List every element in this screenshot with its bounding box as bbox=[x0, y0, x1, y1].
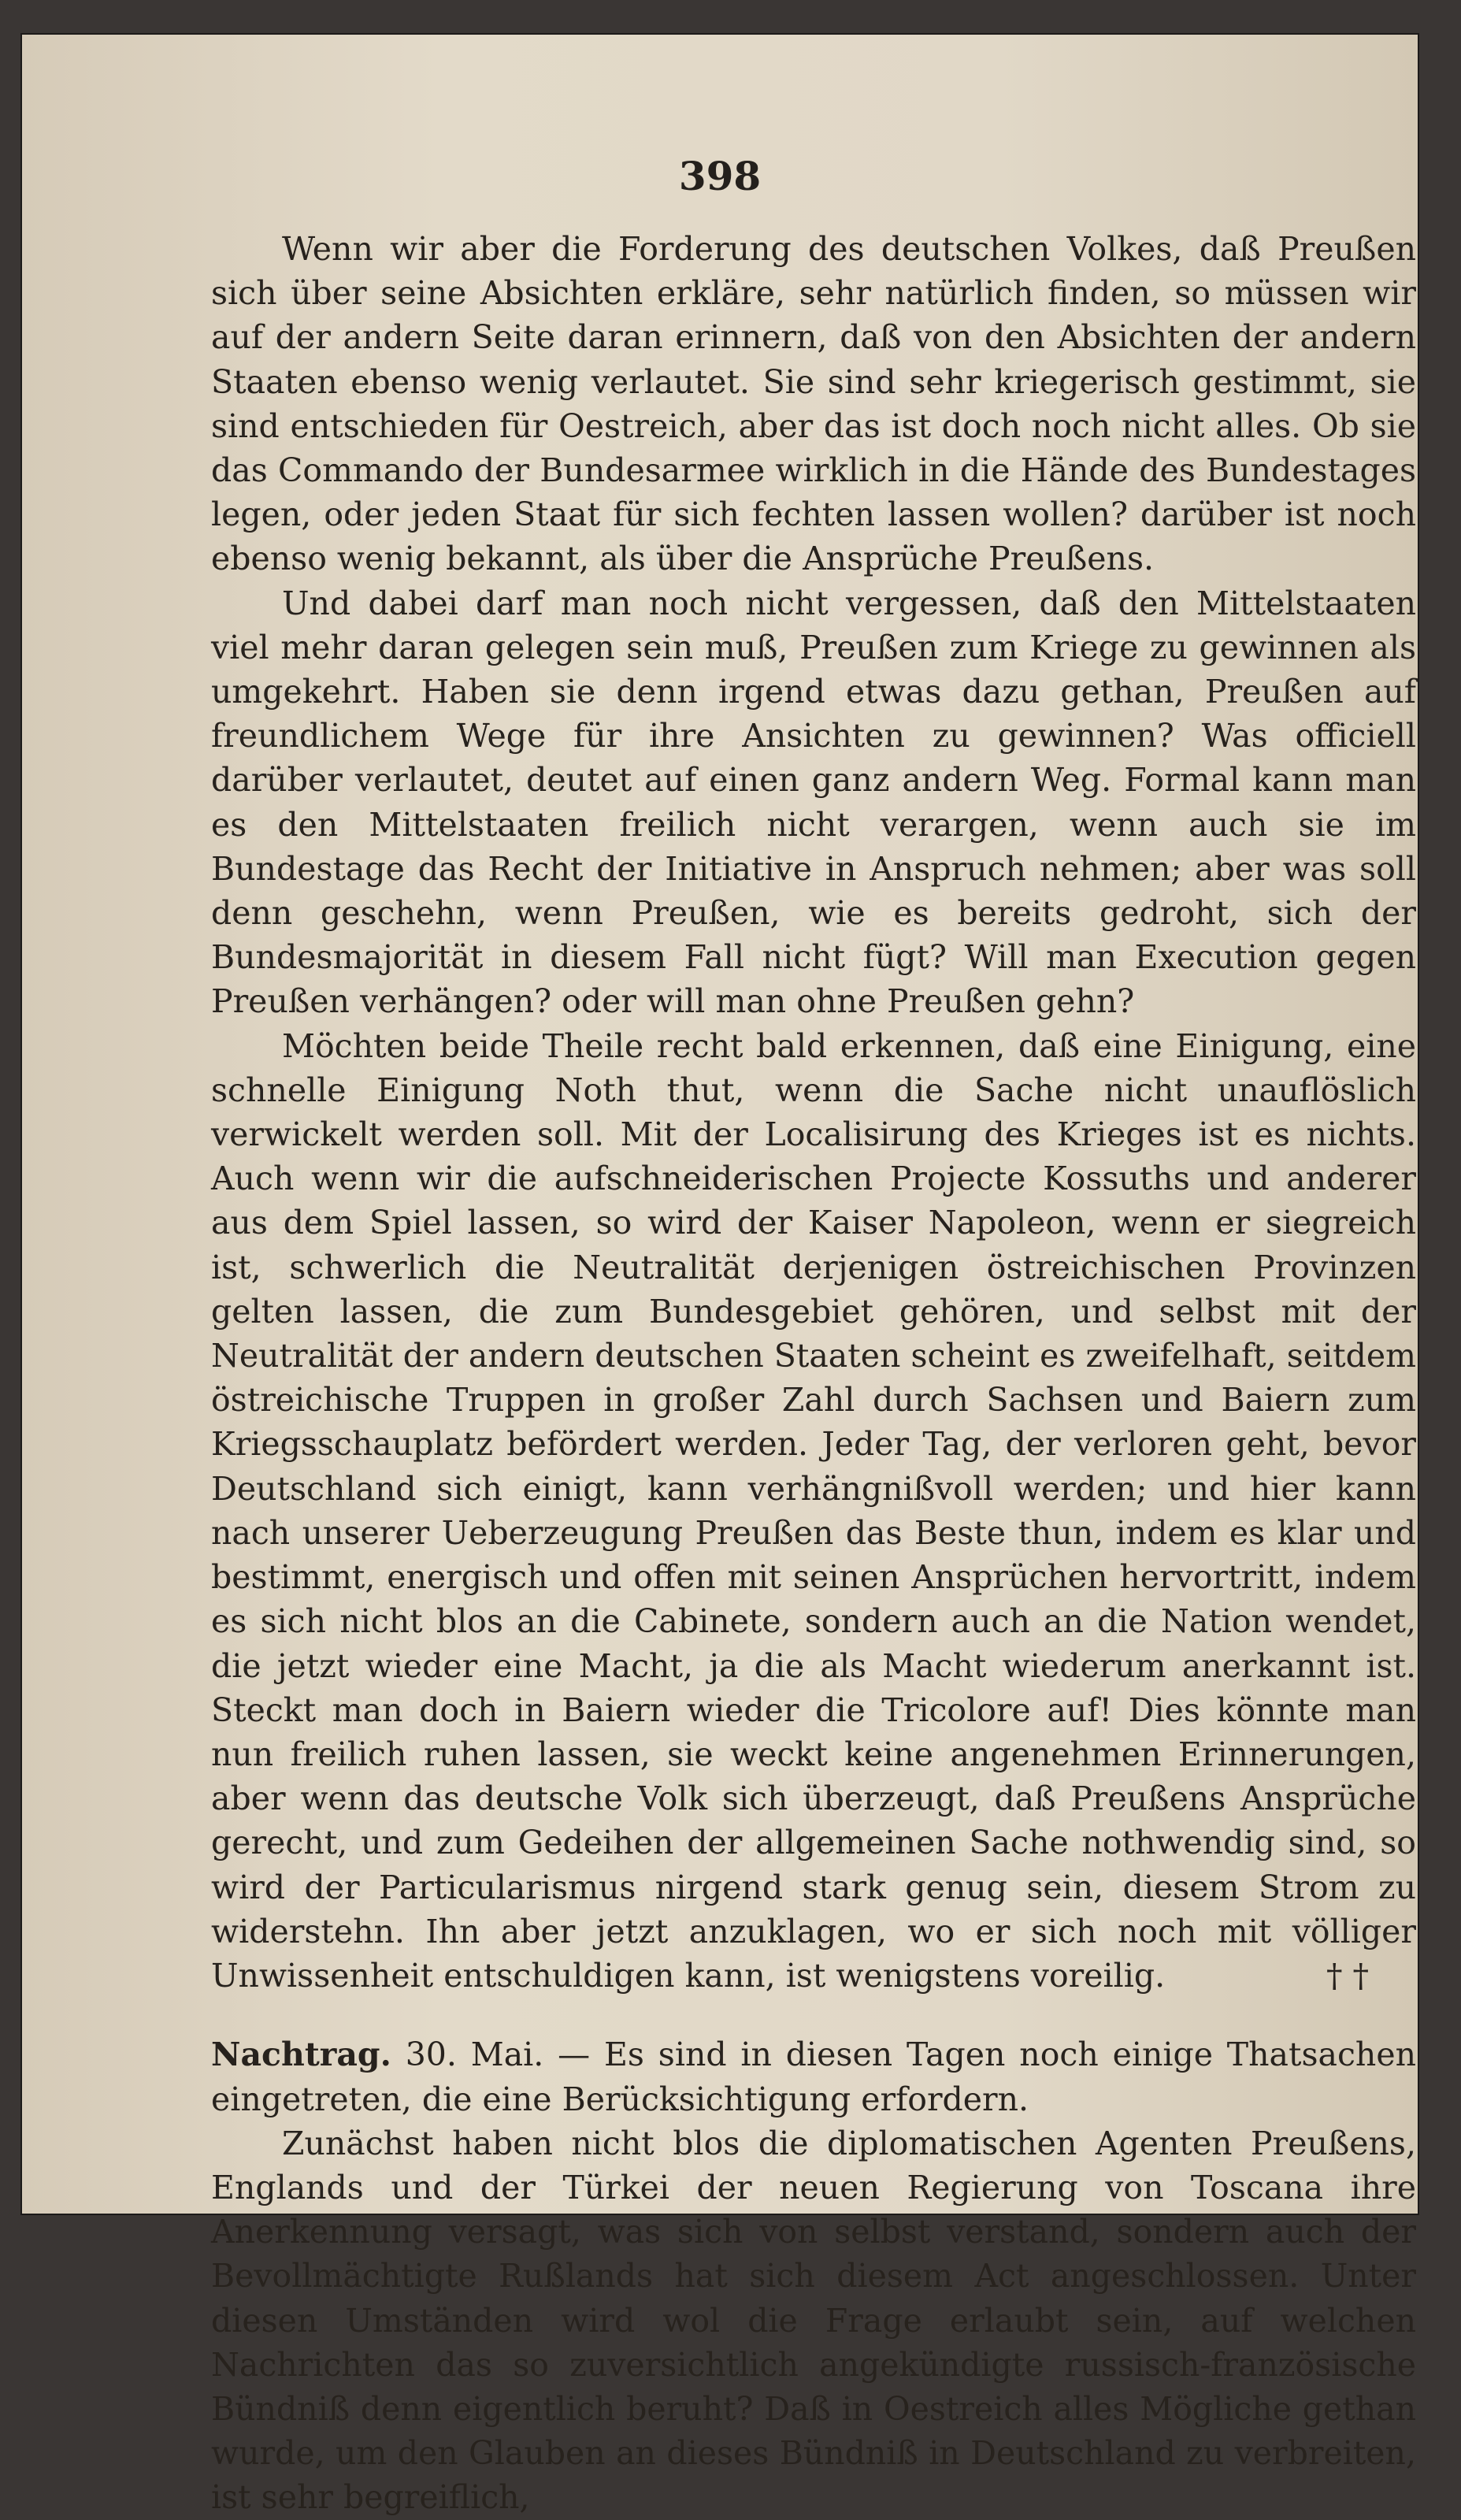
paragraph: Möchten beide Theile recht bald erkennen, daß eine Einigung, eine schnelle Einigung Noth thut, wenn die Sache nicht unauflöslich verwickelt werden soll. Mit der Localisirung des Krieges ist es nichts. Auch wenn wir die aufschneiderischen Projecte Kossuths und anderer aus dem Spiel lassen, so wird der Kaiser Napoleon, wenn er siegreich ist, schwerlich die Neutralität derjenigen östreichischen Provinzen gelten lassen, die zum Bundesgebiet gehören, und selbst mit der Neutralität der andern deutschen Staaten scheint es zweifelhaft, seitdem östreichische Truppen in großer Zahl durch Sachsen und Baiern zum Kriegsschauplatz befördert werden. Jeder Tag, der verloren geht, bevor Deutschland sich einigt, kann verhängnißvoll werden; und hier kann nach unserer Ueberzeugung Preußen das Beste thun, indem es klar und bestimmt, energisch und offen mit seinen Ansprüchen hervortritt, indem es sich nicht blos an die Cabinete, sondern auch an die Nation wendet, die jetzt wieder eine Macht, ja die als Macht wiederum anerkannt ist. Steckt man doch in Baiern wieder die Tricolore auf! Dies könnte man nun freilich ruhen lassen, sie weckt keine angenehmen Erinnerungen, aber wenn das deutsche Volk sich überzeugt, daß Preußens Ansprüche gerecht, und zum Gedeihen der allgemeinen Sache nothwendig sind, so wird der Particularismus nirgend stark genug sein, diesem Strom zu widerstehn. Ihn aber jetzt anzuklagen, wo er sich noch mit völliger Unwissenheit entschuldigen kann, ist wenigstens voreilig. bbox=[211, 1026, 1416, 1995]
paragraph: Zunächst haben nicht blos die diplomatischen Agenten Preußens, Englands und der Türkei der neuen Regierung von Toscana ihre Anerkennung versagt, was sich von selbst verstand, sondern auch der Bevollmächtigte Rußlands hat sich diesem Act angeschlossen. Unter diesen Umständen wird wol die Frage erlaubt sein, auf welchen Nachrichten das so zuversichtlich angekündigte russisch-französische Bündniß denn eigentlich beruht? Daß in Oestreich alles Mögliche gethan wurde, um den Glauben an dieses Bündniß in Deutschland zu verbreiten, ist sehr begreiflich, bbox=[211, 2124, 1416, 2517]
addendum-label: Nachtrag. bbox=[211, 2036, 391, 2074]
addendum-intro bbox=[211, 2032, 1416, 2121]
body-text bbox=[211, 227, 1416, 2520]
paragraph: Und dabei darf man noch nicht vergessen, daß den Mittelstaaten viel mehr daran gelegen sein muß, Preußen zum Kriege zu gewinnen als umgekehrt. Haben sie denn irgend etwas dazu gethan, Preußen auf freundlichem Wege für ihre Ansichten zu gewinnen? Was officiell darüber verlautet, deutet auf einen ganz andern Weg. Formal kann man es den Mittelstaaten freilich nicht verargen, wenn auch sie im Bundestage das Recht der Initiative in Anspruch nehmen; aber was soll denn geschehn, wenn Preußen, wie es bereits gedroht, sich der Bundesmajorität in diesem Fall nicht fügt? Will man Execution gegen Preußen verhängen? oder will man ohne Preußen gehn? bbox=[211, 584, 1416, 1021]
addendum-date: 30. Mai. bbox=[405, 2036, 544, 2074]
addendum-text: — Es sind in diesen Tagen noch einige Thatsachen eingetreten, die eine Berücksichtigung erfordern. bbox=[211, 2036, 1417, 2118]
author-signature: † † bbox=[1326, 1957, 1369, 1995]
page-number: 398 bbox=[678, 153, 762, 199]
book-page bbox=[22, 35, 1418, 2517]
paragraph: Wenn wir aber die Forderung des deutschen Volkes, daß Preußen sich über seine Absichten erkläre, sehr natürlich finden, so müssen wir auf der andern Seite daran erinnern, daß von den Absichten der andern Staaten ebenso wenig verlautet. Sie sind sehr kriegerisch gestimmt, sie sind entschieden für Oestreich, aber das ist doch noch nicht alles. Ob sie das Commando der Bundesarmee wirklich in die Hände des Bundestages legen, oder jeden Staat für sich fechten lassen wollen? darüber ist noch ebenso wenig bekannt, als über die Ansprüche Preußens. bbox=[211, 230, 1416, 578]
